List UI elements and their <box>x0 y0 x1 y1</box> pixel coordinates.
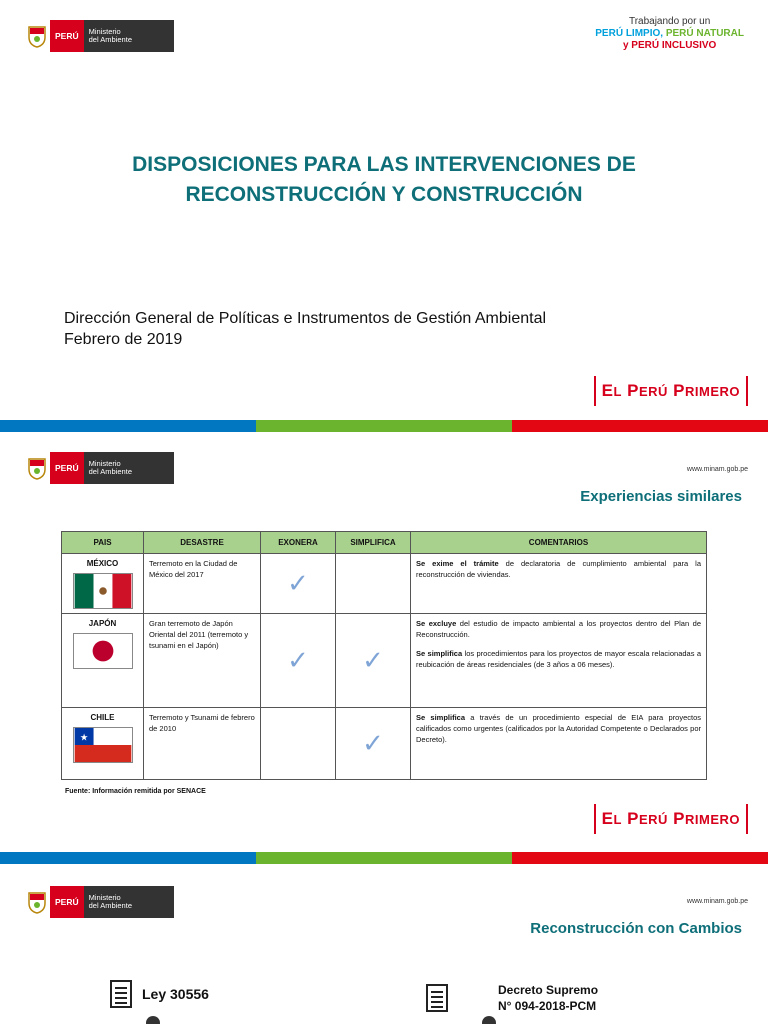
table-row <box>62 708 707 780</box>
subtitle-line2: Febrero de 2019 <box>64 331 183 348</box>
ministry-line1: Ministerio <box>88 893 121 902</box>
slogan-line1: Trabajando por un <box>628 16 711 27</box>
comment-cell <box>411 614 707 708</box>
country-name: MÉXICO <box>86 559 119 568</box>
brand-peru-p: P <box>627 381 639 400</box>
disaster-cell: Gran terremoto de Japón Oriental del 2011 (terremoto y tsunami en el Japón) <box>144 614 261 708</box>
ministry-line1: Ministerio <box>88 459 121 468</box>
brand-l: L <box>613 811 622 827</box>
bullet-dot <box>482 1016 496 1024</box>
check-icon <box>261 708 336 780</box>
disaster-cell: Terremoto y Tsunami de febrero de 2010 <box>144 708 261 780</box>
slogan-red: PERÚ INCLUSIVO <box>631 40 717 51</box>
comment-text: a través de un procedimiento especial de EIA para proyectos calificados como urgentes (calificados por la Autoridad Competente o Declarados por Decreto). <box>416 713 701 744</box>
peru-label: PERÚ <box>50 20 84 52</box>
brand-l: L <box>613 383 622 399</box>
decree-line1: Decreto Supremo <box>498 983 599 997</box>
brand-e: E <box>601 809 614 828</box>
check-icon: ✓ <box>261 614 336 708</box>
brand-peru-rest: ERÚ <box>638 811 668 827</box>
document-label: Ley 30556 <box>142 986 209 1002</box>
country-cell <box>62 554 144 614</box>
coat-of-arms-icon <box>24 886 50 918</box>
color-stripe <box>0 852 768 864</box>
column-header: EXONERA <box>261 532 336 554</box>
japan-flag-icon <box>73 633 133 669</box>
slide-reconstruction <box>0 864 768 1024</box>
column-header: PAIS <box>62 532 144 554</box>
column-header: COMENTARIOS <box>411 532 707 554</box>
subtitle-line1: Dirección General de Políticas e Instrumentos de Gestión Ambiental <box>64 310 547 327</box>
slogan <box>595 16 744 52</box>
mexico-flag-icon <box>73 573 133 609</box>
decree-label <box>498 982 598 1014</box>
ministry-line2: del Ambiente <box>88 901 132 910</box>
gov-logo <box>24 452 174 484</box>
decree-line2: N° 094-2018-PCM <box>498 999 597 1013</box>
slide-heading: Reconstrucción con Cambios <box>530 920 742 937</box>
chile-flag-icon <box>73 727 133 763</box>
brand-e: E <box>601 381 614 400</box>
document-item-law <box>110 980 209 1008</box>
ministry-line1: Ministerio <box>88 27 121 36</box>
bullet-dot <box>146 1016 160 1024</box>
gov-logo <box>24 20 174 52</box>
ministry-line2: del Ambiente <box>88 35 132 44</box>
check-icon: ✓ <box>336 614 411 708</box>
brand-primero-p: P <box>673 809 685 828</box>
source-note: Fuente: Información remitida por SENACE <box>65 788 206 795</box>
comment-bold: Se excluye <box>416 619 457 628</box>
brand-peru-p: P <box>627 809 639 828</box>
title-line1: DISPOSICIONES PARA LAS INTERVENCIONES DE <box>132 153 636 176</box>
website-url: www.minam.gob.pe <box>686 898 748 905</box>
comment-text: del estudio de impacto ambiental a los proyectos dentro del Plan de Reconstrucción. <box>416 619 701 639</box>
check-icon: ✓ <box>336 708 411 780</box>
country-cell <box>62 614 144 708</box>
ministry-line2: del Ambiente <box>88 467 132 476</box>
brand-logo <box>594 804 748 834</box>
website-url: www.minam.gob.pe <box>686 466 748 473</box>
document-icon <box>110 980 132 1008</box>
country-cell <box>62 708 144 780</box>
comment-text: los procedimientos para los proyectos de mayor escala relacionadas a reubicación de áreas residenciales (de 3 años a 06 meses). <box>416 649 701 669</box>
slogan-and: y <box>622 40 629 51</box>
comment-bold: Se simplifica <box>416 649 463 658</box>
check-icon: ✓ <box>261 554 336 614</box>
comment-cell <box>411 708 707 780</box>
brand-peru-rest: ERÚ <box>638 383 668 399</box>
ministry-label <box>84 452 174 484</box>
slogan-blue: PERÚ LIMPIO, <box>595 28 664 39</box>
slogan-line3 <box>595 40 744 52</box>
table-row <box>62 614 707 708</box>
slogan-line2 <box>595 28 744 40</box>
svg-text:★: ★ <box>79 732 88 744</box>
table-row <box>62 554 707 614</box>
page-title <box>0 150 768 210</box>
brand-logo <box>594 376 748 406</box>
check-icon <box>336 554 411 614</box>
table-header-row <box>62 532 707 554</box>
peru-label: PERÚ <box>50 452 84 484</box>
column-header: SIMPLIFICA <box>336 532 411 554</box>
coat-of-arms-icon <box>24 20 50 52</box>
ministry-label <box>84 886 174 918</box>
country-name: CHILE <box>90 713 115 722</box>
brand-primero-rest: RIMERO <box>685 811 740 827</box>
ministry-label <box>84 20 174 52</box>
subtitle <box>64 308 546 350</box>
color-stripe <box>0 420 768 432</box>
coat-of-arms-icon <box>24 452 50 484</box>
country-name: JAPÓN <box>88 619 117 628</box>
document-icon <box>426 984 448 1012</box>
comment-text: de declaratoria de cumplimiento ambiental para la reconstrucción de viviendas. <box>416 559 701 579</box>
disaster-cell: Terremoto en la Ciudad de México del 2017 <box>144 554 261 614</box>
brand-primero-p: P <box>673 381 685 400</box>
title-line2: RECONSTRUCCIÓN Y CONSTRUCCIÓN <box>185 183 583 206</box>
brand-primero-rest: RIMERO <box>685 383 740 399</box>
comment-cell <box>411 554 707 614</box>
document-item-decree <box>426 982 598 1014</box>
experiences-table <box>61 531 707 780</box>
column-header: DESASTRE <box>144 532 261 554</box>
slide-experiences <box>0 432 768 864</box>
peru-label: PERÚ <box>50 886 84 918</box>
comment-bold: Se simplifica <box>416 713 466 722</box>
slide-heading: Experiencias similares <box>580 488 742 505</box>
gov-logo <box>24 886 174 918</box>
slogan-green: PERÚ NATURAL <box>665 28 744 39</box>
slide-cover <box>0 0 768 432</box>
comment-bold: Se exime el trámite <box>416 559 499 568</box>
